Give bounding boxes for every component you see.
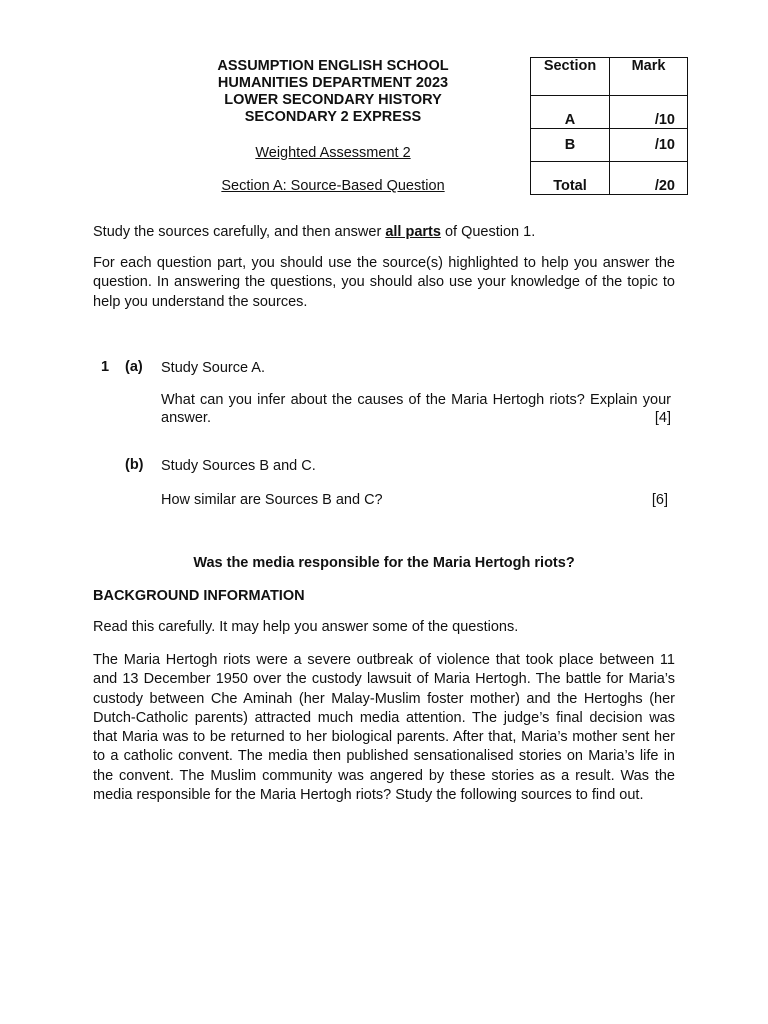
mark-cell: /10 [610,129,688,162]
part-instruction: Study Source A. [161,360,265,376]
level-name: SECONDARY 2 EXPRESS [244,109,422,125]
part-label: (b) [125,457,144,473]
instruction-line [93,223,675,242]
mark-cell: /20 [610,162,688,195]
document-header [150,58,516,194]
part-marks: [6] [651,492,668,508]
marks-table-header [531,58,688,96]
course-name: LOWER SECONDARY HISTORY [224,92,442,108]
section-cell: B [531,129,610,162]
part-question [161,391,671,427]
main-question-heading: Was the media responsible for the Maria Hertogh riots? [193,555,575,571]
part-question [161,491,668,509]
mark-header: Mark [610,58,688,96]
part-question-text: How similar are Sources B and C? [161,492,383,508]
part-instruction: Study Sources B and C. [161,458,316,474]
section-cell: Total [531,162,610,195]
part-label: (a) [125,359,143,375]
department-name: HUMANITIES DEPARTMENT 2023 [217,75,449,91]
marks-table [530,57,688,195]
section-header: Section [531,58,610,96]
instruction-emphasis: all parts [385,224,441,240]
background-intro: Read this carefully. It may help you answer some of the questions. [93,619,519,635]
instruction-text-end: of Question 1. [440,224,536,240]
question-number: 1 [101,359,110,375]
table-row [531,162,688,195]
background-body: The Maria Hertogh riots were a severe outbreak of violence that took place between 11 and 13 December 1950 over the custody lawsuit of Maria Hertogh. The battle for Maria’s custody between Che Aminah (her Malay-Muslim foster mother) and the Hertoghs (her Dutch-Catholic parents) attracted much media attention. The judge’s final decision was that Maria was to be returned to her biological parents. After that, Maria’s mother sent her to a catholic convent. The media then published sensationalised stories on Maria’s life in the convent. The Muslim community was angered by these stories as a result. Was the media responsible for the Maria Hertogh riots? Study the following sources to find out. [93,652,675,804]
section-title: Section A: Source-Based Question [221,178,445,194]
school-name: ASSUMPTION ENGLISH SCHOOL [217,58,449,74]
part-marks: [4] [654,410,671,426]
mark-cell: /10 [610,96,688,129]
assessment-title: Weighted Assessment 2 [255,145,411,161]
background-heading: BACKGROUND INFORMATION [93,588,305,604]
table-row [531,129,688,162]
section-cell: A [531,96,610,129]
table-row [531,96,688,129]
instruction-text: Study the sources carefully, and then answer [93,224,386,240]
part-question-text: What can you infer about the causes of the Maria Hertogh riots? Explain your answer. [161,392,671,426]
instruction-paragraph: For each question part, you should use the source(s) highlighted to help you answer the question. In answering the questions, you should also use your knowledge of the topic to help you understand the sources. [93,255,675,310]
